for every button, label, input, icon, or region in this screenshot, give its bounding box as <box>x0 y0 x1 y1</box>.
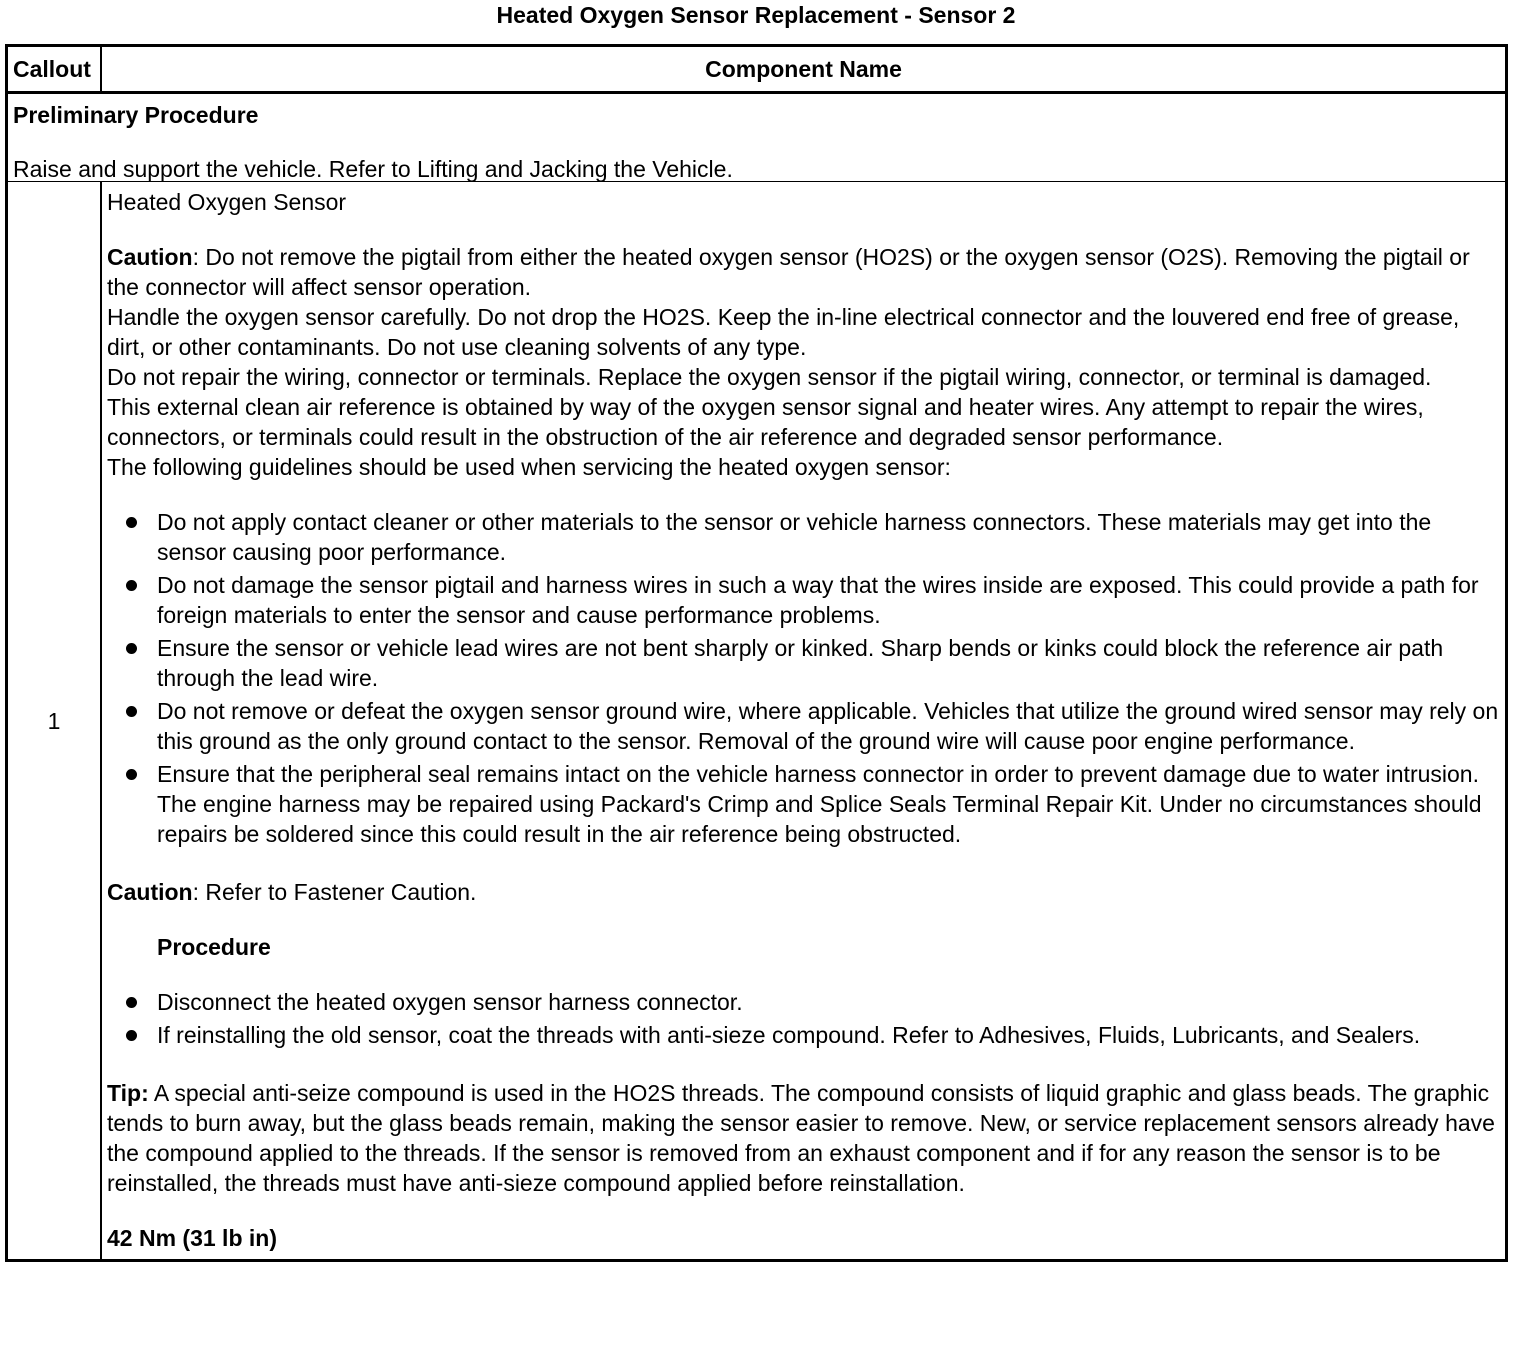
preliminary-text: Raise and support the vehicle. Refer to Lifting and Jacking the Vehicle. <box>13 156 733 182</box>
caution-paragraph: The following guidelines should be used when servicing the heated oxygen sensor: <box>107 454 951 480</box>
callout-number: 1 <box>8 182 102 1259</box>
bullet-icon <box>126 997 137 1008</box>
tip-block <box>107 1078 1501 1198</box>
caution-label: Caution <box>107 244 193 270</box>
list-item-text: Ensure the sensor or vehicle lead wires are not bent sharply or kinked. Sharp bends or kinks could block the reference air path through the lead wire. <box>157 635 1444 691</box>
caution-text: : Do not remove the pigtail from either the heated oxygen sensor (HO2S) or the oxygen sensor (O2S). Removing the pigtail or the connector will affect sensor operation. <box>107 244 1470 300</box>
list-item-text: Do not damage the sensor pigtail and harness wires in such a way that the wires inside are exposed. This could provide a path for foreign materials to enter the sensor and cause performance problems. <box>157 572 1479 628</box>
fastener-caution <box>107 877 1501 907</box>
list-item-text: If reinstalling the old sensor, coat the threads with anti-sieze compound. Refer to Adhesives, Fluids, Lubricants, and Sealers. <box>157 1022 1421 1048</box>
caution-text: : Refer to Fastener Caution. <box>192 879 477 905</box>
bullet-icon <box>126 643 137 654</box>
list-item <box>107 507 1501 567</box>
list-item <box>107 1020 1501 1050</box>
table-row <box>8 182 1505 1259</box>
header-callout: Callout <box>8 47 102 91</box>
procedure-list <box>107 987 1501 1050</box>
preliminary-heading: Preliminary Procedure <box>13 102 259 128</box>
table-header-row <box>8 47 1505 94</box>
torque-spec: 42 Nm (31 lb in) <box>107 1225 277 1251</box>
procedure-heading: Procedure <box>157 934 271 960</box>
procedure-table <box>5 44 1508 1262</box>
header-component-name: Component Name <box>705 56 902 82</box>
bullet-icon <box>126 769 137 780</box>
tip-label: Tip: <box>107 1080 149 1106</box>
document-title: Heated Oxygen Sensor Replacement - Sensor 2 <box>496 2 1016 28</box>
step-content <box>102 182 1505 1259</box>
list-item-text: Do not remove or defeat the oxygen sensor ground wire, where applicable. Vehicles that utilize the ground wired sensor may rely on this ground as the only ground contact to the sensor. Removal of the ground wire will cause poor engine performance. <box>157 698 1499 754</box>
caution-paragraph: Handle the oxygen sensor carefully. Do not drop the HO2S. Keep the in-line electrical connector and the louvered end free of grease, dirt, or other contaminants. Do not use cleaning solvents of any type. <box>107 304 1460 360</box>
caution-label: Caution <box>107 879 193 905</box>
list-item-text: Ensure that the peripheral seal remains intact on the vehicle harness connector in order to prevent damage due to water intrusion. The engine harness may be repaired using Packard's Crimp and Splice Seals Terminal Repair Kit. Under no circumstances should repairs be soldered since this could result in the air reference being obstructed. <box>157 761 1482 847</box>
preliminary-procedure-row <box>8 94 1505 182</box>
list-item <box>107 987 1501 1017</box>
component-name: Heated Oxygen Sensor <box>107 189 347 215</box>
caution-paragraph: This external clean air reference is obtained by way of the oxygen sensor signal and heater wires. Any attempt to repair the wires, connectors, or terminals could result in the obstruction of the air reference and degraded sensor performance. <box>107 394 1424 450</box>
bullet-icon <box>126 580 137 591</box>
guidelines-list <box>107 507 1501 849</box>
list-item <box>107 759 1501 849</box>
list-item <box>107 696 1501 756</box>
bullet-icon <box>126 517 137 528</box>
bullet-icon <box>126 706 137 717</box>
list-item-text: Do not apply contact cleaner or other materials to the sensor or vehicle harness connectors. These materials may get into the sensor causing poor performance. <box>157 509 1432 565</box>
list-item-text: Disconnect the heated oxygen sensor harness connector. <box>157 989 743 1015</box>
list-item <box>107 570 1501 630</box>
caution-paragraph: Do not repair the wiring, connector or terminals. Replace the oxygen sensor if the pigtail wiring, connector, or terminal is damaged. <box>107 364 1432 390</box>
caution-block <box>107 242 1501 302</box>
list-item <box>107 633 1501 693</box>
bullet-icon <box>126 1030 137 1041</box>
tip-text: A special anti-seize compound is used in the HO2S threads. The compound consists of liquid graphic and glass beads. The graphic tends to burn away, but the glass beads remain, making the sensor easier to remove. New, or service replacement sensors already have the compound applied to the threads. If the sensor is removed from an exhaust component and if for any reason the sensor is to be reinstalled, the threads must have anti-sieze compound applied before reinstallation. <box>107 1080 1495 1196</box>
